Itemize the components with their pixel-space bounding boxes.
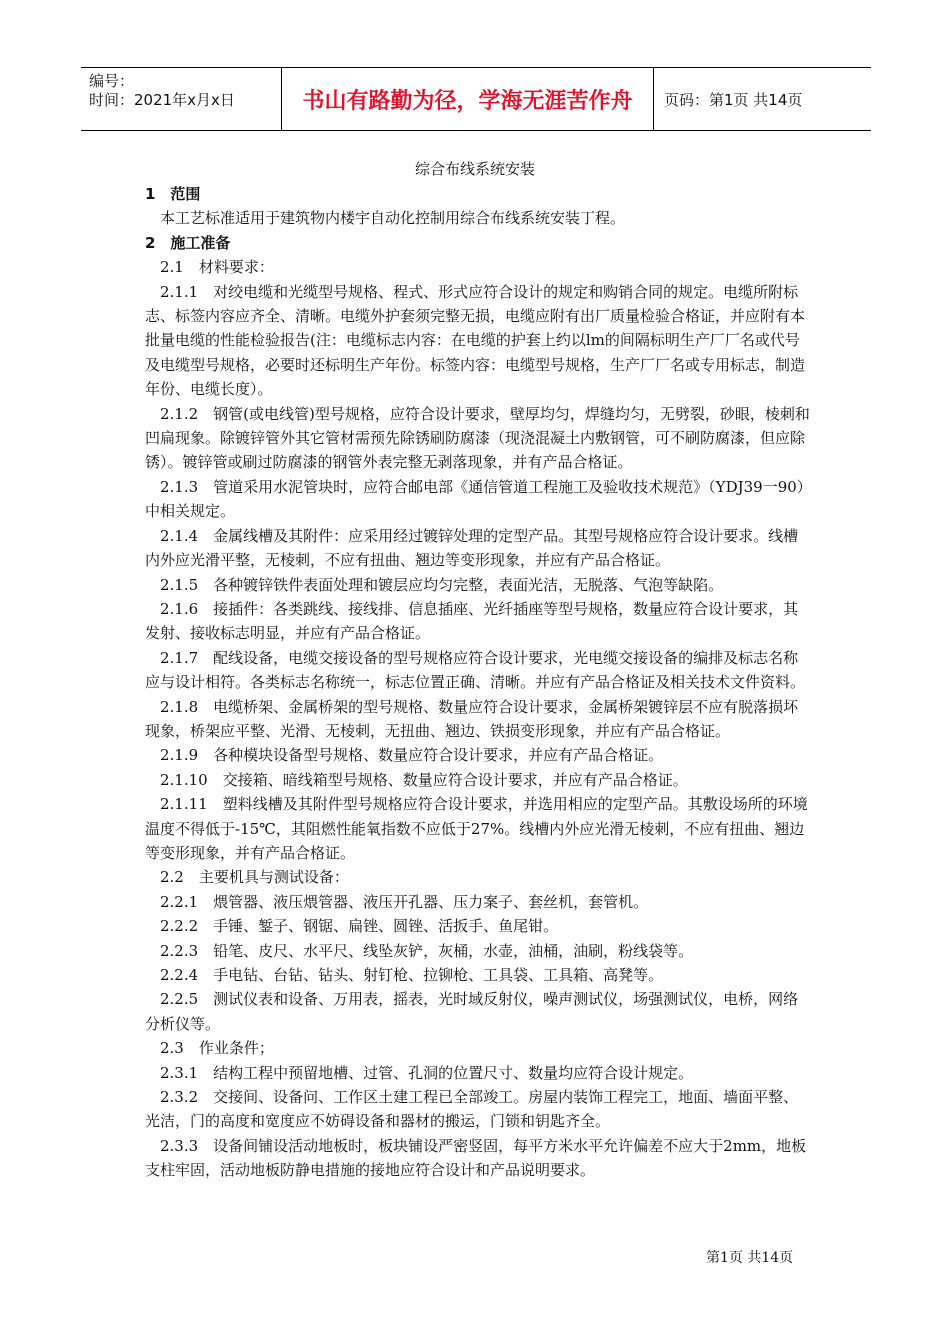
paragraph: 2.2 主要机具与测试设备： xyxy=(145,868,349,887)
paragraph: 2.3.3 设备间铺设活动地板时，板块铺设严密竖固，每平方米水平允许偏差不应大于2mm，地板支柱牢固，活动地板防静电措施的接地应符合设计和产品说明要求。 xyxy=(145,1136,807,1180)
paragraph: 2.3.2 交接间、设备问、工作区土建工程已全部竣工。房屋内装饰工程完工，地面、墙面平整、光洁，门的高度和宽度应不妨碍设备和器材的搬运，门锁和钥匙齐全。 xyxy=(145,1088,799,1131)
section-heading: 1 范围 xyxy=(145,185,201,203)
paragraph: 2.1.2 钢管(或电线管)型号规格，应符合设计要求，壁厚均匀，焊缝均匀，无劈裂，砂眼，棱刺和凹扁现象。除镀锌管外其它管材需预先除锈刷防腐漆（现浇混凝土内敷钢管，可不刷防腐漆，但应除锈）。镀锌管或刷过防腐漆的钢管外表完整无剥落现象，并有产品合格证。 xyxy=(145,404,810,472)
paragraph: 2.1 材料要求： xyxy=(145,258,274,277)
number-label: 编号： xyxy=(89,72,135,90)
header-meta xyxy=(81,68,281,130)
paragraph: 2.1.4 金属线槽及其附件：应采用经过镀锌处理的定型产品。其型号规格应符合设计要求。线槽内外应光滑平整，无棱刺，不应有扭曲、翘边等变形现象，并应有产品合格证。 xyxy=(145,526,799,570)
paragraph: 2.1.5 各种镀锌铁件表面处理和镀层应均匀完整，表面光洁，无脱落、气泡等缺陷。 xyxy=(145,575,724,594)
document-title: 综合布线系统安装 xyxy=(414,160,535,178)
paragraph: 2.1.1 对绞电缆和光缆型号规格、程式、形式应符合设计的规定和购销合同的规定。电缆所附标志、标签内容应齐全、清晰。电缆外护套须完整无损，电缆应附有出厂质量检验合格证，并应附有本批量电缆的性能检验报告(注：电缆标志内容：在电缆的护套上约以lm的间隔标明生产厂厂名或代号及电缆型号规格，必要时还标明生产年份。标签内容：电缆型号规格，生产厂厂名或专用标志，制造年份、电缆长度）。 xyxy=(145,282,806,399)
paragraph: 2.2.5 测试仪表和设备、万用表，摇表，光时域反射仪，噪声测试仪，场强测试仪，电桥，网络分析仪等。 xyxy=(145,990,799,1033)
paragraph: 2.1.7 配线设备，电缆交接设备的型号规格应符合设计要求，光电缆交接设备的编排及标志名称应与设计相符。各类标志名称统一，标志位置正确、清晰。并应有产品合格证及相关技术文件资料。 xyxy=(145,648,806,692)
header-motto: 书山有路勤为径，学海无涯苦作舟 xyxy=(281,68,654,130)
time-label: 时间：2021年x月x日 xyxy=(89,91,235,109)
page-header xyxy=(81,67,871,131)
paragraph: 2.2.3 铅笔、皮尺、水平尺、线坠灰铲，灰桶，水壶，油桶，油刷，粉线袋等。 xyxy=(145,941,694,960)
paragraph: 2.3.1 结构工程中预留地槽、过管、孔洞的位置尺寸、数量均应符合设计规定。 xyxy=(145,1063,694,1082)
paragraph: 本工艺标准适用于建筑物内楼宇自动化控制用综合布线系统安装丁程。 xyxy=(145,209,626,228)
paragraph: 2.1.9 各种模块设备型号规格、数量应符合设计要求，并应有产品合格证。 xyxy=(145,746,664,765)
paragraph: 2.1.8 电缆桥架、金属桥架的型号规格、数量应符合设计要求，金属桥架镀锌层不应有脱落损坏现象，桥架应平整、光滑、无棱刺，无扭曲、翘边、铁损变形现象，并应有产品合格证。 xyxy=(145,697,799,740)
paragraph: 2.2.4 手电钻、台钻、钻头、射钉枪、拉铆枪、工具袋、工具箱、高凳等。 xyxy=(145,966,664,984)
paragraph: 2.2.1 煨管器、液压煨管器、液压开孔器、压力案子、套丝机，套管机。 xyxy=(145,892,649,911)
paragraph: 2.1.6 接插件：各类跳线、接线排、信息插座、光纤插座等型号规格，数量应符合设计要求，其发射、接收标志明显，并应有产品合格证。 xyxy=(145,599,799,643)
page-footer: 第1页 共14页 xyxy=(706,1250,794,1266)
section-heading: 2 施工准备 xyxy=(145,233,231,252)
paragraph: 2.1.11 塑料线槽及其附件型号规格应符合设计要求，并选用相应的定型产品。其敷设场所的环境温度不得低于-15℃，其阻燃性能氧指数不应低于27%。线槽内外应光滑无棱刺，不应有扭曲、翘边等变形现象，并有产品合格证。 xyxy=(145,795,808,862)
paragraph: 2.2.2 手锤、錾子、钢锯、扁锉、圆锉、活扳手、鱼尾钳。 xyxy=(145,917,559,936)
paragraph: 2.1.3 管道采用水泥管块时，应符合邮电部《通信管道工程施工及验收技术规范》（YDJ39一90）中相关规定。 xyxy=(145,477,805,521)
paragraph: 2.1.10 交接箱、暗线箱型号规格、数量应符合设计要求，并应有产品合格证。 xyxy=(145,770,688,789)
paragraph: 2.3 作业条件； xyxy=(145,1039,274,1058)
document-body xyxy=(145,182,810,1183)
header-page-code: 页码：第1页 共14页 xyxy=(664,90,803,109)
